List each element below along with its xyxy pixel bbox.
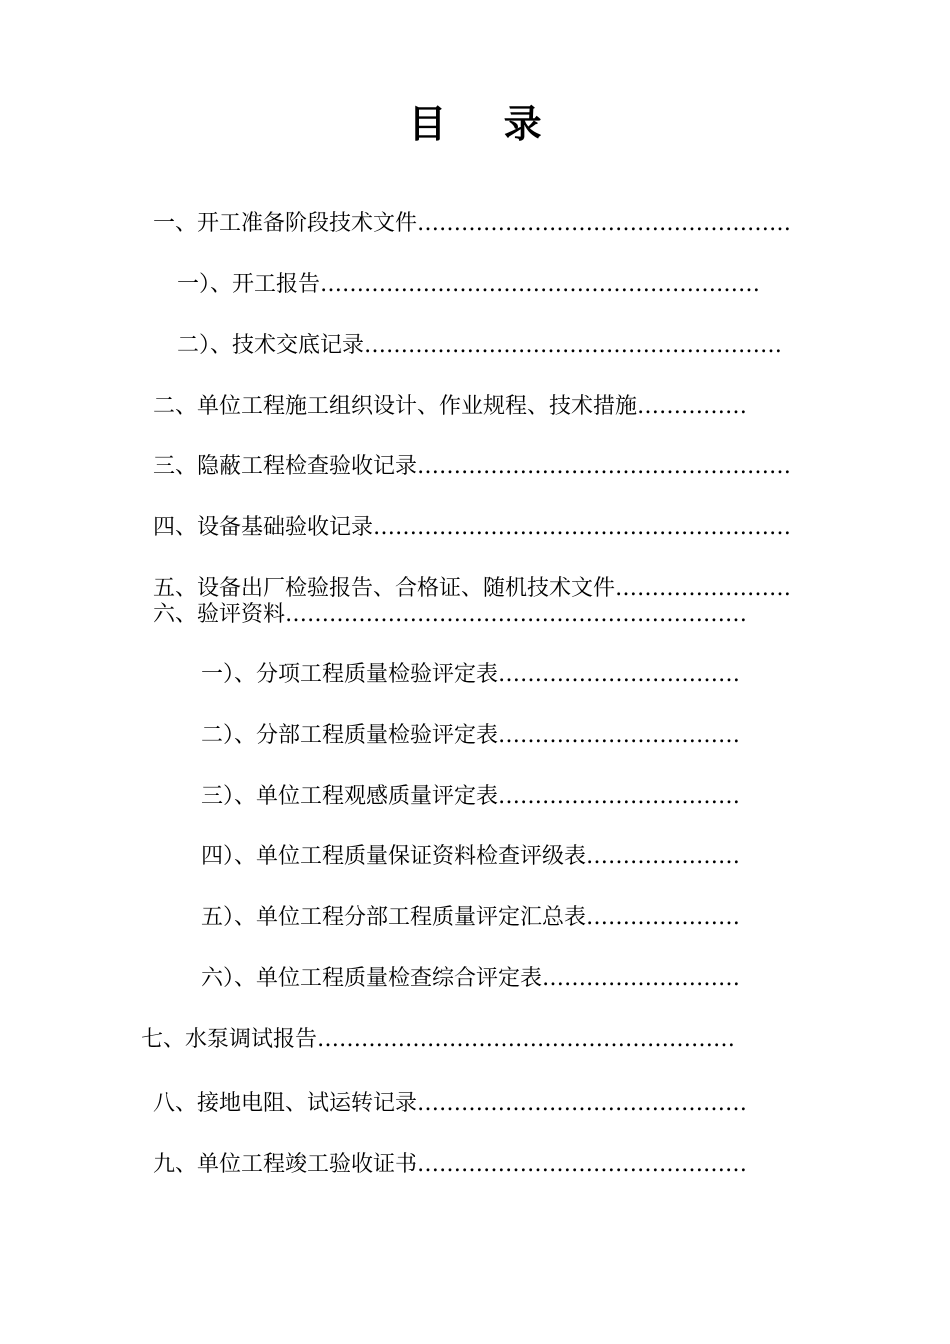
- toc-entry-label: 一、开工准备阶段技术文件: [153, 211, 418, 236]
- toc-leader: ……………………………………………………: [320, 272, 761, 297]
- toc-entry-label: 三、隐蔽工程检查验收记录: [153, 454, 418, 479]
- toc-leader: ………………………: [542, 966, 741, 991]
- toc-leader: …………………………………………………: [364, 333, 783, 358]
- toc-entry-label: 一）、分项工程质量检验评定表: [201, 662, 499, 687]
- toc-entry-label: 九、单位工程竣工验收证书: [153, 1152, 418, 1177]
- toc-entry-label: 七、水泵调试报告: [141, 1027, 318, 1052]
- toc-leader: ………………………………………: [417, 1152, 748, 1177]
- toc-entry: [153, 452, 791, 482]
- toc-leader: ……………………: [615, 576, 792, 601]
- toc-entry-label: 五、设备出厂检验报告、合格证、随机技术文件: [153, 576, 616, 601]
- toc-entry: [201, 782, 740, 812]
- toc-leader: ………………………………………: [417, 1091, 748, 1116]
- toc-leader: ……………………………: [498, 784, 741, 809]
- toc-leader: …………………………………………………: [317, 1027, 736, 1052]
- toc-entry-label: 五）、单位工程分部工程质量评定汇总表: [201, 905, 587, 930]
- toc-entry: [201, 842, 740, 872]
- toc-entry: [201, 903, 740, 933]
- toc-entry: [177, 331, 782, 361]
- toc-leader: …………………………………………………: [373, 515, 792, 540]
- toc-leader: ……………………………: [498, 662, 741, 687]
- toc-entry-label: 四）、单位工程质量保证资料检查评级表: [201, 844, 587, 869]
- toc-entry: [153, 513, 791, 543]
- toc-leader: ……………: [637, 394, 748, 419]
- toc-entry: [153, 600, 747, 630]
- toc-entry-label: 六、验评资料: [153, 602, 286, 627]
- toc-entry: [201, 660, 740, 690]
- toc-leader: ……………………………………………: [417, 454, 792, 479]
- toc-entry: [201, 721, 740, 751]
- toc-leader: ……………………………: [498, 723, 741, 748]
- toc-entry: [153, 1089, 747, 1119]
- toc-entry: [177, 270, 760, 300]
- toc-entry: [201, 964, 740, 994]
- toc-entry: [153, 392, 747, 422]
- toc-leader: ……………………………………………: [417, 211, 792, 236]
- toc-entry-label: 八、接地电阻、试运转记录: [153, 1091, 418, 1116]
- toc-entry-label: 二）、分部工程质量检验评定表: [201, 723, 499, 748]
- toc-entry-label: 六）、单位工程质量检查综合评定表: [201, 966, 543, 991]
- toc-entry: [141, 1025, 735, 1055]
- page-title: 目 录: [408, 101, 564, 146]
- toc-entry-label: 一）、开工报告: [177, 272, 321, 297]
- toc-entry: [153, 1150, 747, 1180]
- toc-entry: [153, 209, 791, 239]
- toc-entry-label: 三）、单位工程观感质量评定表: [201, 784, 499, 809]
- toc-leader: …………………: [586, 844, 741, 869]
- toc-entry-label: 二、单位工程施工组织设计、作业规程、技术措施: [153, 394, 638, 419]
- toc-entry-label: 四、设备基础验收记录: [153, 515, 374, 540]
- toc-leader: ………………………………………………………: [285, 602, 748, 627]
- toc-leader: …………………: [586, 905, 741, 930]
- toc-entry-label: 二）、技术交底记录: [177, 333, 365, 358]
